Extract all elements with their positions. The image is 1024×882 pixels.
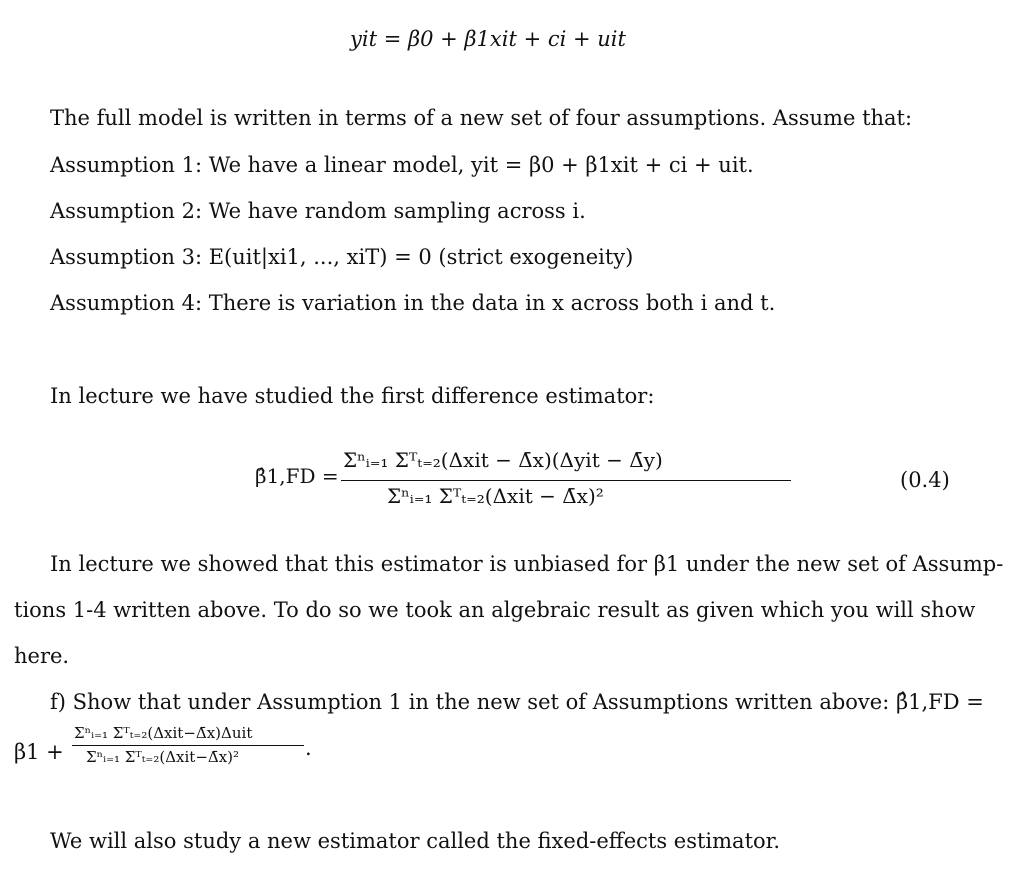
fraction-bar	[341, 480, 791, 481]
lecture-intro: In lecture we have studied the first difference estimator:	[50, 384, 655, 408]
question-f-period: .	[305, 736, 312, 760]
estimator-lhs: β̂1,FD =	[255, 464, 339, 488]
paragraph-line-2: tions 1-4 written above. To do so we took an algebraic result as given which you will show	[14, 598, 976, 622]
question-f-denominator: Σⁿᵢ₌₁ Σᵀₜ₌₂(Δxit−Δ̄x)²	[86, 748, 240, 766]
equation-number: (0.4)	[900, 468, 950, 492]
assumption-3: Assumption 3: E(uit|xi1, ..., xiT) = 0 (strict exogeneity)	[50, 245, 634, 269]
estimator-numerator: Σⁿᵢ₌₁ Σᵀₜ₌₂(Δxit − Δ̄x)(Δyit − Δ̄y)	[343, 448, 663, 472]
estimator-denominator: Σⁿᵢ₌₁ Σᵀₜ₌₂(Δxit − Δ̄x)²	[387, 484, 604, 508]
question-f-line-1: f) Show that under Assumption 1 in the new set of Assumptions written above: β̂1,FD =	[50, 690, 984, 714]
intro-text: The full model is written in terms of a new set of four assumptions. Assume that:	[50, 106, 913, 130]
assumption-4: Assumption 4: There is variation in the data in x across both i and t.	[50, 291, 776, 315]
assumption-1: Assumption 1: We have a linear model, yit = β0 + β1xit + ci + uit.	[50, 153, 754, 177]
question-f-numerator: Σⁿᵢ₌₁ Σᵀₜ₌₂(Δxit−Δ̄x)Δuit	[74, 724, 253, 742]
paragraph-line-1: In lecture we showed that this estimator is unbiased for β1 under the new set of Assump-	[50, 552, 1004, 576]
question-f-lhs: β1 +	[14, 740, 64, 764]
assumption-2: Assumption 2: We have random sampling across i.	[50, 199, 586, 223]
top-equation: yit = β0 + β1xit + ci + uit	[350, 27, 626, 51]
paragraph-line-3: here.	[14, 644, 70, 668]
question-f-fraction-bar	[72, 745, 304, 746]
closing-text: We will also study a new estimator called the fixed-effects estimator.	[50, 829, 781, 853]
